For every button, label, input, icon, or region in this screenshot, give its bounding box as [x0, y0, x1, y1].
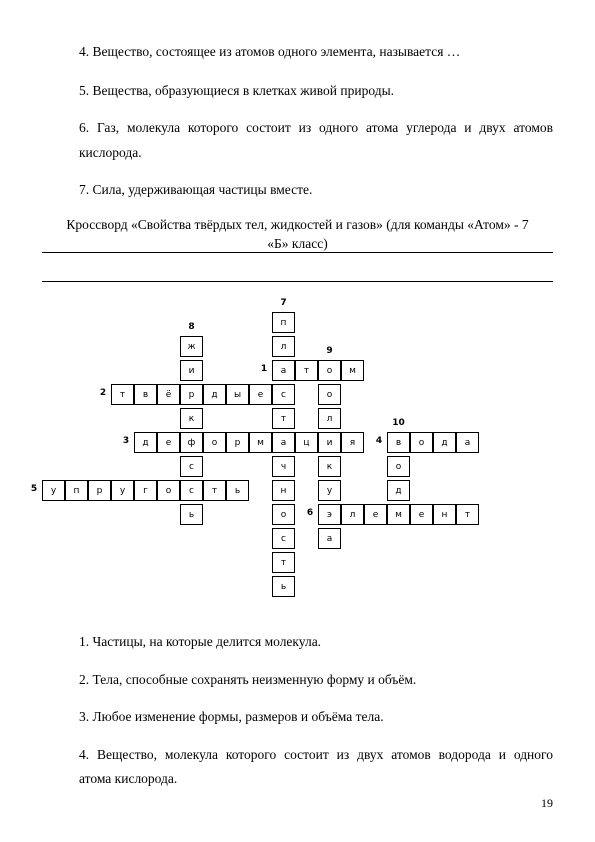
clue-number: 3 [122, 436, 130, 446]
crossword-cell: о [387, 456, 410, 477]
question-5-top: 5. Вещества, образующиеся в клетках живой природы. [79, 83, 395, 98]
crossword-cell: к [318, 456, 341, 477]
crossword-cell: а [318, 528, 341, 549]
crossword-cell: с [180, 456, 203, 477]
crossword-cell: а [272, 432, 295, 453]
crossword-cell: л [272, 336, 295, 357]
question-3-bottom: 3. Любое изменение формы, размеров и объёма тела. [79, 709, 384, 724]
crossword-cell: т [295, 360, 318, 381]
crossword-cell: п [65, 480, 88, 501]
crossword-cell: о [410, 432, 433, 453]
crossword-cell: р [180, 384, 203, 405]
crossword-cell: р [226, 432, 249, 453]
crossword-cell: м [249, 432, 272, 453]
crossword-cell: в [134, 384, 157, 405]
clue-number: 4 [375, 436, 383, 446]
crossword-title-line2: «Б» класс) [267, 236, 328, 251]
question-2-bottom: 2. Тела, способные сохранять неизменную форму и объём. [79, 672, 417, 687]
crossword-cell: ф [180, 432, 203, 453]
crossword-cell: о [318, 360, 341, 381]
crossword-cell: я [341, 432, 364, 453]
crossword-cell: е [364, 504, 387, 525]
crossword-cell: е [157, 432, 180, 453]
crossword-cell: с [180, 480, 203, 501]
crossword-cell: т [272, 408, 295, 429]
crossword-cell: э [318, 504, 341, 525]
question-1-bottom: 1. Частицы, на которые делится молекула. [79, 634, 322, 649]
question-4-bottom: 4. Вещество, молекула которого состоит из двух атомов водорода и одного [79, 747, 553, 762]
clue-number: 1 [260, 364, 268, 374]
crossword-cell: у [111, 480, 134, 501]
clue-number: 10 [392, 418, 405, 428]
crossword-cell: е [249, 384, 272, 405]
crossword-cell: с [272, 384, 295, 405]
crossword-cell: ы [226, 384, 249, 405]
crossword-cell: м [387, 504, 410, 525]
question-6-top: 6. Газ, молекула которого состоит из одного атома углерода и двух атомов [79, 120, 553, 135]
crossword-cell: д [433, 432, 456, 453]
crossword-cell: и [318, 432, 341, 453]
crossword-cell: у [318, 480, 341, 501]
crossword-cell: о [203, 432, 226, 453]
crossword-cell: н [272, 480, 295, 501]
question-4-top: 4. Вещество, состоящее из атомов одного элемента, называется … [79, 44, 461, 59]
crossword-cell: ь [226, 480, 249, 501]
crossword-cell: ж [180, 336, 203, 357]
question-4-bottom-cont: атома кислорода. [79, 771, 178, 786]
crossword-cell: с [272, 528, 295, 549]
crossword-cell: т [111, 384, 134, 405]
crossword-cell: а [456, 432, 479, 453]
crossword-cell: н [433, 504, 456, 525]
crossword-cell: е [410, 504, 433, 525]
crossword-cell: ц [295, 432, 318, 453]
crossword-cell: д [203, 384, 226, 405]
crossword-cell: а [272, 360, 295, 381]
crossword-cell: и [180, 360, 203, 381]
crossword-cell: л [318, 408, 341, 429]
clue-number: 5 [30, 484, 38, 494]
crossword-cell: ь [272, 576, 295, 597]
clue-number: 9 [326, 346, 333, 356]
crossword-cell: ь [180, 504, 203, 525]
crossword-cell: о [272, 504, 295, 525]
crossword-cell: д [134, 432, 157, 453]
crossword-cell: в [387, 432, 410, 453]
crossword-cell: ё [157, 384, 180, 405]
crossword-cell: м [341, 360, 364, 381]
clue-number: 8 [188, 322, 195, 332]
clue-number: 7 [280, 298, 287, 308]
crossword-cell: т [203, 480, 226, 501]
crossword-cell: т [272, 552, 295, 573]
clue-number: 2 [99, 388, 107, 398]
crossword-title: Кроссворд «Свойства твёрдых тел, жидкостей и газов» (для команды «Атом» - 7 [66, 217, 529, 232]
crossword-cell: ч [272, 456, 295, 477]
question-7-top: 7. Сила, удерживающая частицы вместе. [79, 182, 313, 197]
crossword-cell: л [341, 504, 364, 525]
crossword-cell: п [272, 312, 295, 333]
crossword-cell: о [157, 480, 180, 501]
crossword-cell: к [180, 408, 203, 429]
page-number: 19 [541, 796, 553, 810]
crossword-cell: р [88, 480, 111, 501]
crossword-cell: о [318, 384, 341, 405]
crossword-cell: у [42, 480, 65, 501]
crossword-cell: г [134, 480, 157, 501]
crossword-cell: д [387, 480, 410, 501]
question-6-top-cont: кислорода. [79, 145, 142, 160]
crossword-cell: т [456, 504, 479, 525]
clue-number: 6 [306, 508, 314, 518]
